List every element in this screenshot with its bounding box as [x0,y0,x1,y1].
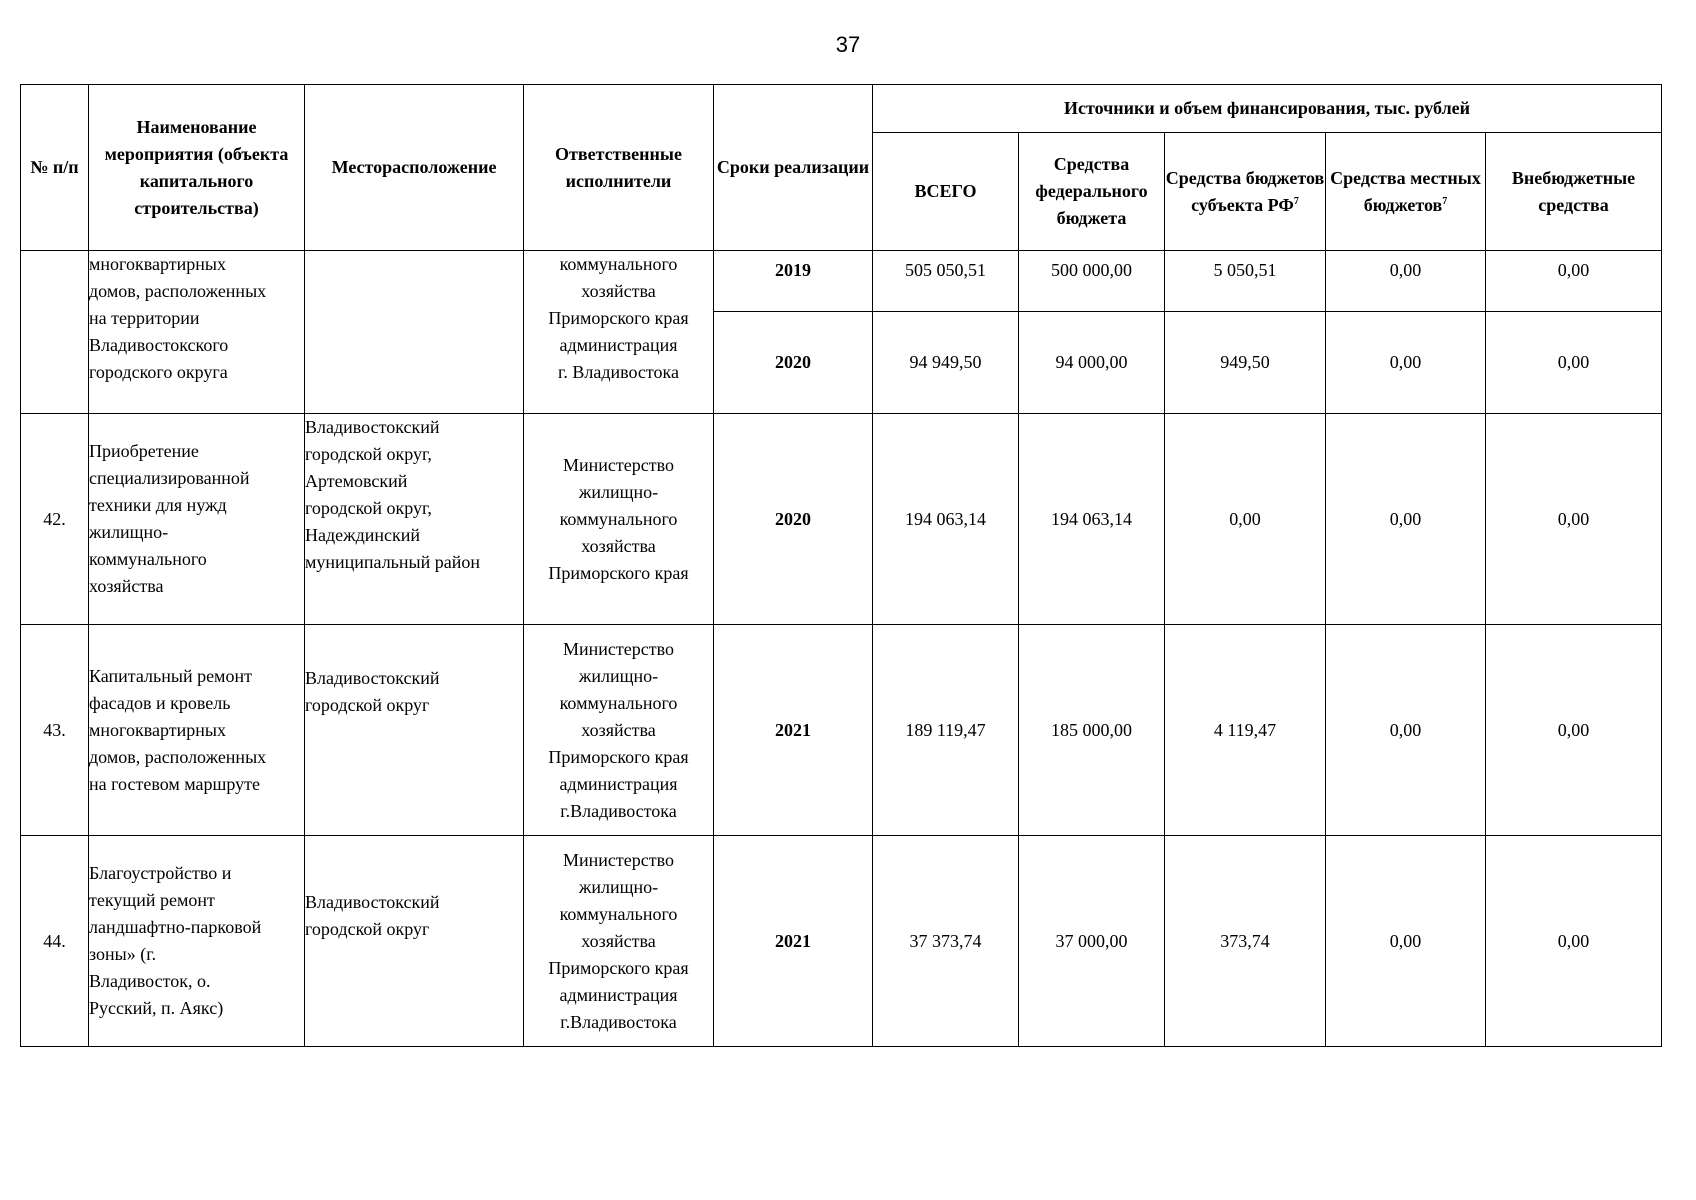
financing-table [20,84,1662,1047]
subject-amount: 0,00 [1165,414,1326,625]
location: Владивостокский городской округ [305,836,524,1047]
local-amount: 0,00 [1326,836,1486,1047]
total-amount: 189 119,47 [873,625,1019,836]
subject-amount: 5 050,51 [1165,251,1326,312]
responsible: Министерство жилищно- коммунального хозяйства Приморского края администрация г.Владивостока [524,836,714,1047]
header-location: Месторасположение [305,85,524,251]
activity-name: Благоустройство и текущий ремонт ландшафтно-парковой зоны» (г. Владивосток, о. Русский, п. Аякс) [89,836,305,1047]
local-amount: 0,00 [1326,251,1486,312]
row-number: 44. [21,836,89,1047]
location: Владивостокский городской округ [305,625,524,836]
federal-amount: 500 000,00 [1019,251,1165,312]
federal-amount: 94 000,00 [1019,312,1165,414]
responsible: коммунального хозяйства Приморского края администрация г. Владивостока [524,251,714,414]
header-total: ВСЕГО [873,133,1019,251]
subject-amount: 373,74 [1165,836,1326,1047]
row-number [21,251,89,414]
responsible: Министерство жилищно- коммунального хозяйства Приморского края [524,414,714,625]
federal-amount: 37 000,00 [1019,836,1165,1047]
header-name: Наименование мероприятия (объекта капитального строительства) [89,85,305,251]
extra-amount: 0,00 [1486,625,1662,836]
local-amount: 0,00 [1326,625,1486,836]
header-extra: Внебюджетные средства [1486,133,1662,251]
local-amount: 0,00 [1326,414,1486,625]
header-responsible: Ответственные исполнители [524,85,714,251]
header-terms: Сроки реализации [714,85,873,251]
activity-name: многоквартирных домов, расположенных на территории Владивостокского городского округа [89,251,305,414]
total-amount: 37 373,74 [873,836,1019,1047]
header-sources: Источники и объем финансирования, тыс. рублей [873,85,1662,133]
row-number: 42. [21,414,89,625]
extra-amount: 0,00 [1486,251,1662,312]
header-federal: Средства федерального бюджета [1019,133,1165,251]
year: 2020 [714,312,873,414]
table-row [21,836,1662,1047]
activity-name: Капитальный ремонт фасадов и кровель многоквартирных домов, расположенных на гостевом маршруте [89,625,305,836]
total-amount: 194 063,14 [873,414,1019,625]
extra-amount: 0,00 [1486,414,1662,625]
year: 2019 [714,251,873,312]
page-number: 37 [835,32,861,57]
extra-amount: 0,00 [1486,312,1662,414]
header-subject: Средства бюджетов субъекта $РФ^7$ [1165,133,1326,251]
row-number: 43. [21,625,89,836]
location [305,251,524,414]
table-row [21,625,1662,836]
table-row [21,251,1662,312]
activity-name: Приобретение специализированной техники для нужд жилищно- коммунального хозяйства [89,414,305,625]
year: 2020 [714,414,873,625]
footnote-mark: 7 [1293,195,1299,207]
local-amount: 0,00 [1326,312,1486,414]
federal-amount: 185 000,00 [1019,625,1165,836]
year: 2021 [714,625,873,836]
responsible: Министерство жилищно- коммунального хозяйства Приморского края администрация г.Владивостока [524,625,714,836]
total-amount: 505 050,51 [873,251,1019,312]
header-num: № п/п [21,85,89,251]
extra-amount: 0,00 [1486,836,1662,1047]
total-amount: 94 949,50 [873,312,1019,414]
federal-amount: 194 063,14 [1019,414,1165,625]
location: Владивостокский городской округ, Артемовский городской округ, Надеждинский муниципальный район [305,414,524,625]
subject-amount: 4 119,47 [1165,625,1326,836]
footnote-mark: 7 [1442,195,1448,207]
year: 2021 [714,836,873,1047]
subject-amount: 949,50 [1165,312,1326,414]
header-local: Средства местных бюджетов$^7$ [1326,133,1486,251]
table-row [21,414,1662,625]
